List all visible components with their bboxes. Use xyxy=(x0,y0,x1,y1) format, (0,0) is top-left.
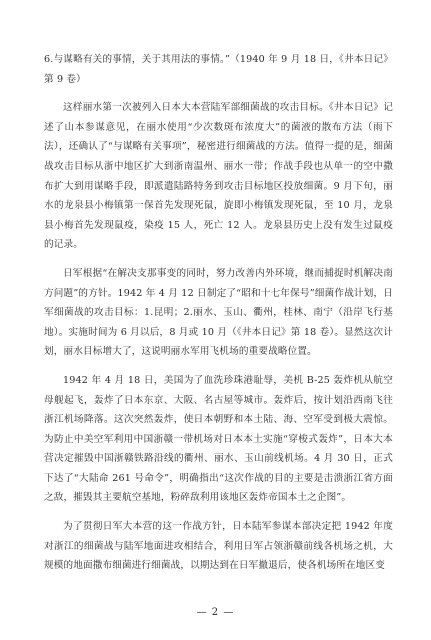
paragraph-3: 日军根据“在解决支那事变的同时，努力改善内外环境，继而捕捉时机解决南方问题”的方针。1942 年 4 月 12 日制定了“昭和十七年保号”细菌作战计划，日军细菌战的攻击目标：1.昆明；2.丽水、玉山、衢州，桂林、南宁（沿岸飞行基地）。实施时间为 6 月以后，8 月或 10 月（《井本日记》第 18 卷）。显然这次计划，丽水目标增大了，这说明丽水军用飞机场的重要战略位置。 xyxy=(44,267,393,358)
page-number: — 2 — xyxy=(196,607,235,618)
paragraph-5: 为了贯彻日军大本营的这一作战方针，日本陆军参谋本部决定把 1942 年度对浙江的细菌战与陆军地面进攻相结合，利用日军占领浙赣前线各机场之机，大规模的地面撒布细菌进行细菌战，以期达到在日军撤退后，使各机场所在地区变 xyxy=(44,521,393,572)
paragraph-2: 这样丽水第一次被列入日本大本营陆军部细菌战的攻击目标。《井本日记》记述了山本参谋意见，在丽水使用“少次数斑布浓度大”的菌液的散布方法（雨下法），还确认了“与谋略有关事项”，秘密进行细菌战的方法。值得一提的是，细菌战攻击目标从浙中地区扩大到浙南温州、丽水一带；作战手段也从单一的空中撒布扩大到用谋略手段，即派遣陆路特务到攻击目标地区投放细菌。9 月下旬，丽水的龙泉县小梅镇第一保首先发现死鼠，旋即小梅镇发现死鼠，至 10 月，龙泉县小梅首先发现鼠疫，染疫 15 人，死亡 12 人。龙泉县历史上没有发生过鼠疫的记录。 xyxy=(44,102,393,251)
paragraph-4: 1942 年 4 月 18 日，美国为了血洗珍珠港耻辱，美机 B-25 轰炸机从航空母舰起飞，轰炸了日本东京、大阪、名古屋等城市。轰炸后，按计划沿西南飞往浙江机场降落。这次突然轰炸，使日本朝野和本土陆、海、空军受到极大震惊。为防止中美空军利用中国浙赣一带机场对日本本土实施“穿梭式轰炸”，日本大本营决定摧毁中国浙赣铁路沿线的衢州、丽水、玉山前线机场。4 月 30 日，正式下达了“大陆命 261 号命令”，明确指出“这次作战的目的主要是击溃浙江省方面之敌，摧毁其主要航空基地，粉碎敌利用该地区轰炸帝国本土之企图”。 xyxy=(44,374,393,504)
paragraph-1: 6.与谋略有关的事情，关于其用法的事情。”（1940 年 9 月 18 日，《井本日记》第 9 卷） xyxy=(44,54,393,85)
